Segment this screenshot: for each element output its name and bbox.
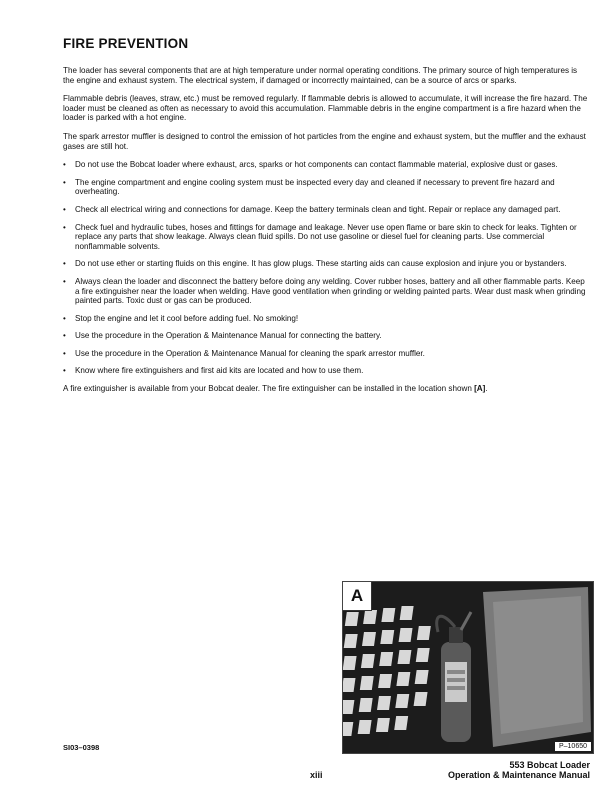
list-item: • Stop the engine and let it cool before adding fuel. No smoking! (63, 313, 299, 323)
list-item: • Do not use ether or starting fluids on this engine. It has glow plugs. These starting aids can cause explosion and injure you or bystanders. (63, 259, 567, 269)
safety-list (63, 160, 590, 376)
list-item: • Always clean the loader and disconnect the battery before doing any welding. Cover rubber hoses, battery and all other flammable parts. Keep a fire extinguisher near the loader when welding. Have good ventilation when grinding or welding painted parts. Wear dust mask when grinding painted parts. Toxic dust or gas can be produced. (63, 276, 586, 306)
bullet-icon: • (63, 160, 66, 170)
figure-label: A (343, 582, 372, 611)
intro-paragraph: The loader has several components that are at high temperature under normal operating conditions. The primary source of high temperatures is the engine and exhaust system. The electrical system, if damaged or incorrectly maintained, can be a source of arcs or sparks. (63, 66, 578, 85)
bullet-icon: • (63, 276, 66, 286)
page-content (63, 36, 590, 403)
list-item: • Do not use the Bobcat loader where exhaust, arcs, sparks or hot components can contact flammable material, explosive dust or gases. (63, 160, 558, 170)
page-title: FIRE PREVENTION (63, 36, 189, 51)
list-item: • Check all electrical wiring and connections for damage. Keep the battery terminals clean and tight. Repair or replace any damaged part. (63, 204, 561, 214)
page-number: xiii (310, 770, 323, 780)
document-code: SI03–0398 (63, 743, 100, 752)
closing-paragraph: A fire extinguisher is available from your Bobcat dealer. The fire extinguisher can be installed in the location shown [A]. (63, 384, 488, 394)
model-name: 553 Bobcat Loader (509, 760, 590, 770)
muffler-paragraph: The spark arrestor muffler is designed to control the emission of hot particles from the engine and exhaust system, but the muffler and the exhaust gases are still hot. (63, 131, 586, 151)
manual-name: Operation & Maintenance Manual (447, 770, 590, 780)
debris-paragraph: Flammable debris (leaves, straw, etc.) must be removed regularly. If flammable debris is allowed to accumulate, it will increase the fire hazard. The loader must be cleaned as often as necessary to avoid this accumulation. Flammable debris in the engine compartment is a fire hazard when the loader is parked with a hot engine. (63, 94, 588, 123)
bullet-icon: • (63, 313, 66, 323)
bullet-icon: • (63, 204, 66, 214)
list-item: • Check fuel and hydraulic tubes, hoses and fittings for damage and leakage. Never use open flame or bare skin to check for leaks. Tighten or replace any parts that show leakage. Always clean fluid spills. Do not use gasoline or diesel fuel for cleaning parts. Use commercial nonflammable solvents. (63, 222, 577, 251)
fire-extinguisher-photo (342, 581, 594, 754)
bullet-icon: • (63, 331, 66, 341)
bullet-icon: • (63, 177, 66, 187)
list-item: • The engine compartment and engine cooling system must be inspected every day and cleaned if necessary to prevent fire hazard and overheating. (63, 177, 555, 197)
bullet-icon: • (63, 348, 66, 358)
figure-reference: [A] (474, 384, 486, 394)
photo-illustration (343, 582, 593, 753)
photo-number: P–10650 (555, 742, 591, 751)
list-item: • Know where fire extinguishers and first aid kits are located and how to use them. (63, 366, 364, 376)
bullet-icon: • (63, 366, 66, 376)
list-item: • Use the procedure in the Operation & Maintenance Manual for cleaning the spark arrestor muffler. (63, 348, 425, 358)
manual-title (448, 760, 590, 780)
list-item: • Use the procedure in the Operation & Maintenance Manual for connecting the battery. (63, 331, 382, 341)
bullet-icon: • (63, 222, 66, 232)
bullet-icon: • (63, 259, 66, 269)
